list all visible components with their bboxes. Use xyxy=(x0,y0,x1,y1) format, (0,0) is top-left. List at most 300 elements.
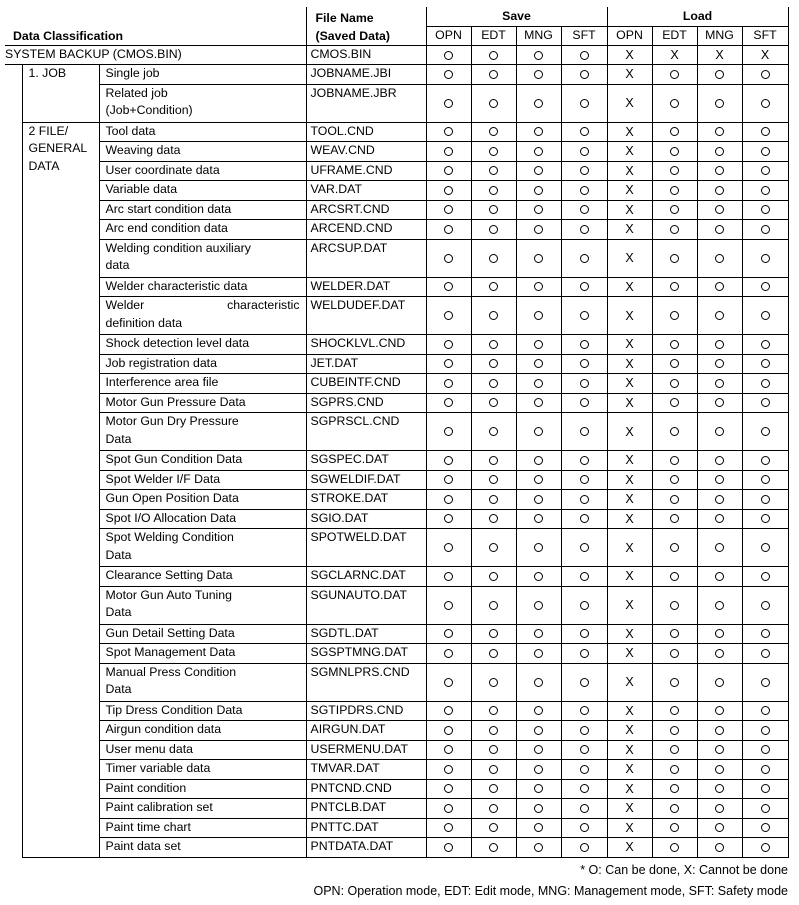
mark-cell xyxy=(471,624,516,644)
can-mark xyxy=(580,70,589,79)
mark-cell xyxy=(561,490,607,510)
mark-cell xyxy=(652,142,697,162)
data-name-text: Clearance Setting Data xyxy=(105,568,233,582)
file-name-cell xyxy=(306,567,426,587)
name-word: Welder xyxy=(105,298,145,312)
cannot-mark: X xyxy=(625,222,634,237)
can-mark xyxy=(761,706,770,715)
mark-cell xyxy=(607,760,652,780)
data-name-cell xyxy=(99,529,306,567)
can-mark xyxy=(580,629,589,638)
table-row xyxy=(5,624,788,644)
mark-cell xyxy=(561,335,607,355)
mark-cell xyxy=(516,529,561,567)
cannot-mark: X xyxy=(625,626,634,641)
table-row xyxy=(5,297,788,335)
can-mark xyxy=(580,99,589,108)
file-name-cell xyxy=(306,644,426,664)
mark-cell xyxy=(516,413,561,451)
mark-cell xyxy=(652,509,697,529)
mark-cell xyxy=(652,122,697,142)
file-name-cell xyxy=(306,529,426,567)
mark-cell xyxy=(561,277,607,297)
mark-cell xyxy=(426,354,471,374)
can-mark xyxy=(670,456,679,465)
mark-cell xyxy=(516,701,561,721)
can-mark xyxy=(444,311,453,320)
can-mark xyxy=(761,629,770,638)
can-mark xyxy=(444,572,453,581)
can-mark xyxy=(715,205,724,214)
data-name-cell xyxy=(99,663,306,701)
mark-cell xyxy=(561,220,607,240)
mark-cell xyxy=(426,297,471,335)
data-name-text: Weaving data xyxy=(105,143,181,157)
table-row xyxy=(5,65,788,85)
can-mark xyxy=(761,514,770,523)
mark-cell xyxy=(652,354,697,374)
table-row xyxy=(5,220,788,240)
can-mark xyxy=(534,843,543,852)
cannot-mark: X xyxy=(625,453,634,468)
cannot-mark: X xyxy=(625,163,634,178)
mark-cell xyxy=(471,760,516,780)
can-mark xyxy=(534,706,543,715)
mark-cell xyxy=(471,586,516,624)
mark-cell xyxy=(652,529,697,567)
file-name-cell xyxy=(306,779,426,799)
can-mark xyxy=(489,514,498,523)
mark-cell xyxy=(516,779,561,799)
can-mark xyxy=(670,427,679,436)
cannot-mark: X xyxy=(625,511,634,526)
can-mark xyxy=(761,495,770,504)
mark-cell xyxy=(607,393,652,413)
can-mark xyxy=(534,99,543,108)
file-name-text: SGMNLPRS.CND xyxy=(310,664,410,679)
can-mark xyxy=(670,70,679,79)
load-label: Load xyxy=(682,8,713,23)
can-mark xyxy=(444,99,453,108)
mark-cell xyxy=(742,701,788,721)
data-name-text: Spot Management Data xyxy=(105,645,236,659)
file-name-text: PNTDATA.DAT xyxy=(310,839,394,853)
can-mark xyxy=(715,843,724,852)
data-name-cell xyxy=(99,297,306,335)
data-classification-label: Data Classification xyxy=(13,28,124,43)
can-mark xyxy=(715,225,724,234)
mark-cell xyxy=(426,413,471,451)
mark-cell xyxy=(697,567,742,587)
can-mark xyxy=(534,225,543,234)
can-mark xyxy=(670,784,679,793)
mark-cell xyxy=(471,142,516,162)
group-label-text: GENERAL xyxy=(28,141,88,155)
mark-cell xyxy=(426,142,471,162)
file-name-cell xyxy=(306,413,426,451)
mark-cell xyxy=(426,451,471,471)
can-mark xyxy=(444,427,453,436)
can-mark xyxy=(444,823,453,832)
mark-cell xyxy=(652,46,697,65)
file-name-text: ARCSRT.CND xyxy=(310,201,390,216)
mark-cell xyxy=(561,760,607,780)
can-mark xyxy=(715,427,724,436)
table-row xyxy=(5,740,788,760)
can-mark xyxy=(670,282,679,291)
file-name-cell xyxy=(306,393,426,413)
can-mark xyxy=(715,765,724,774)
mode-header xyxy=(561,27,607,46)
mark-cell xyxy=(697,760,742,780)
cannot-mark: X xyxy=(625,337,634,352)
mark-cell xyxy=(607,509,652,529)
mark-cell xyxy=(561,644,607,664)
can-mark xyxy=(761,254,770,263)
data-name-cell xyxy=(99,701,306,721)
mark-cell xyxy=(426,567,471,587)
can-mark xyxy=(670,127,679,136)
file-name-text: SGSPTMNG.DAT xyxy=(310,645,408,659)
mark-cell xyxy=(561,663,607,701)
file-name-cell xyxy=(306,142,426,162)
can-mark xyxy=(670,254,679,263)
can-mark xyxy=(580,784,589,793)
group-label xyxy=(22,122,99,857)
mark-cell xyxy=(471,490,516,510)
mark-cell xyxy=(561,84,607,122)
cannot-mark: X xyxy=(715,48,724,62)
can-mark xyxy=(670,765,679,774)
file-name-text: AIRGUN.DAT xyxy=(310,722,386,736)
mark-cell xyxy=(426,374,471,394)
mark-cell xyxy=(697,84,742,122)
can-mark xyxy=(761,843,770,852)
mark-cell xyxy=(561,181,607,201)
can-mark xyxy=(761,147,770,156)
data-name-cell xyxy=(99,220,306,240)
mode-label: EDT xyxy=(481,28,506,43)
mark-cell xyxy=(742,663,788,701)
can-mark xyxy=(761,166,770,175)
mark-cell xyxy=(426,779,471,799)
mark-cell xyxy=(426,740,471,760)
mark-cell xyxy=(652,644,697,664)
file-name-text: PNTCND.CND xyxy=(310,780,392,795)
mark-cell xyxy=(697,470,742,490)
can-mark xyxy=(489,456,498,465)
cannot-mark: X xyxy=(625,124,634,139)
data-name-cell xyxy=(99,779,306,799)
can-mark xyxy=(670,147,679,156)
mark-cell xyxy=(607,470,652,490)
mark-cell xyxy=(516,84,561,122)
can-mark xyxy=(715,99,724,108)
name-line: definition data xyxy=(105,315,183,330)
can-mark xyxy=(670,311,679,320)
mark-cell xyxy=(607,740,652,760)
data-name-cell xyxy=(99,644,306,664)
mark-cell xyxy=(516,65,561,85)
mark-cell xyxy=(561,740,607,760)
mark-cell xyxy=(471,161,516,181)
mark-cell xyxy=(426,65,471,85)
data-name-text: Data xyxy=(105,682,132,696)
data-name-cell xyxy=(99,277,306,297)
mark-cell xyxy=(652,413,697,451)
can-mark xyxy=(489,225,498,234)
mark-cell xyxy=(742,122,788,142)
data-name-text: Gun Open Position Data xyxy=(105,491,239,505)
can-mark xyxy=(444,726,453,735)
can-mark xyxy=(761,784,770,793)
mark-cell xyxy=(742,529,788,567)
can-mark xyxy=(534,543,543,552)
mark-cell xyxy=(471,818,516,838)
can-mark xyxy=(444,784,453,793)
mark-cell xyxy=(471,374,516,394)
data-name-text: Timer variable data xyxy=(105,761,211,775)
mark-cell xyxy=(516,451,561,471)
mark-cell xyxy=(561,65,607,85)
cannot-mark: X xyxy=(625,646,634,661)
mark-cell xyxy=(516,200,561,220)
data-name-cell xyxy=(99,374,306,394)
file-name-text: SGDTL.DAT xyxy=(310,625,379,640)
can-mark xyxy=(761,649,770,658)
file-name-text: STROKE.DAT xyxy=(310,491,389,505)
can-mark xyxy=(580,51,589,60)
cannot-mark: X xyxy=(625,820,634,835)
mark-cell xyxy=(516,490,561,510)
mark-cell xyxy=(697,161,742,181)
file-name-cell xyxy=(306,161,426,181)
can-mark xyxy=(715,514,724,523)
file-name-cell xyxy=(306,701,426,721)
mark-cell xyxy=(561,799,607,819)
can-mark xyxy=(580,843,589,852)
data-name-text: Motor Gun Auto Tuning xyxy=(105,587,232,602)
can-mark xyxy=(715,804,724,813)
cannot-mark: X xyxy=(625,308,634,323)
mode-label: MNG xyxy=(705,28,734,43)
can-mark xyxy=(489,340,498,349)
can-mark xyxy=(444,843,453,852)
mark-cell xyxy=(652,567,697,587)
data-name-text: Airgun condition data xyxy=(105,722,222,736)
mode-header xyxy=(426,27,471,46)
data-name-text: Spot I/O Allocation Data xyxy=(105,510,237,525)
can-mark xyxy=(580,572,589,581)
cannot-mark: X xyxy=(625,762,634,777)
load-header xyxy=(607,7,788,27)
table-row xyxy=(5,374,788,394)
mark-cell xyxy=(426,663,471,701)
mark-cell xyxy=(697,701,742,721)
cannot-mark: X xyxy=(625,183,634,198)
file-name-cell xyxy=(306,122,426,142)
mark-cell xyxy=(607,374,652,394)
data-name-cell xyxy=(99,721,306,741)
mark-cell xyxy=(426,701,471,721)
data-name-text: Spot Welder I/F Data xyxy=(105,471,221,486)
group-label-text: DATA xyxy=(28,158,60,173)
can-mark xyxy=(534,51,543,60)
mark-cell xyxy=(426,586,471,624)
can-mark xyxy=(580,127,589,136)
can-mark xyxy=(534,186,543,195)
mark-cell xyxy=(516,220,561,240)
can-mark xyxy=(489,495,498,504)
file-name-cell xyxy=(306,586,426,624)
mark-cell xyxy=(426,760,471,780)
can-mark xyxy=(580,765,589,774)
can-mark xyxy=(489,629,498,638)
mark-cell xyxy=(516,239,561,277)
can-mark xyxy=(489,311,498,320)
mark-cell xyxy=(516,161,561,181)
table-row xyxy=(5,760,788,780)
can-mark xyxy=(670,649,679,658)
can-mark xyxy=(444,340,453,349)
data-name-text: Motor Gun Pressure Data xyxy=(105,394,246,409)
mark-cell xyxy=(607,239,652,277)
table-row xyxy=(5,239,788,277)
mark-cell xyxy=(607,220,652,240)
can-mark xyxy=(580,475,589,484)
mark-cell xyxy=(516,46,561,65)
mark-cell xyxy=(652,663,697,701)
table-row xyxy=(5,200,788,220)
can-mark xyxy=(489,765,498,774)
mark-cell xyxy=(652,451,697,471)
cannot-mark: X xyxy=(625,279,634,294)
mark-cell xyxy=(471,663,516,701)
cannot-mark: X xyxy=(625,675,634,689)
can-mark xyxy=(670,398,679,407)
mark-cell xyxy=(607,200,652,220)
table-row xyxy=(5,490,788,510)
mark-cell xyxy=(426,122,471,142)
can-mark xyxy=(670,166,679,175)
table-row xyxy=(5,354,788,374)
can-mark xyxy=(761,823,770,832)
data-name-text: Manual Press Condition xyxy=(105,664,237,679)
file-name-text: SPOTWELD.DAT xyxy=(310,530,407,544)
cannot-mark: X xyxy=(625,251,634,265)
mark-cell xyxy=(697,181,742,201)
mark-cell xyxy=(742,220,788,240)
mark-cell xyxy=(742,239,788,277)
mark-cell xyxy=(742,335,788,355)
file-name-text: CMOS.BIN xyxy=(310,47,372,61)
cannot-mark: X xyxy=(625,703,634,718)
data-name-cell xyxy=(99,65,306,85)
can-mark xyxy=(534,205,543,214)
can-mark xyxy=(534,629,543,638)
can-mark xyxy=(444,147,453,156)
table-row xyxy=(5,779,788,799)
can-mark xyxy=(715,359,724,368)
mark-cell xyxy=(516,740,561,760)
mark-cell xyxy=(607,490,652,510)
mark-cell xyxy=(426,239,471,277)
mark-cell xyxy=(652,239,697,277)
mark-cell xyxy=(697,65,742,85)
can-mark xyxy=(534,147,543,156)
file-name-text: PNTCLB.DAT xyxy=(310,800,387,814)
cannot-mark: X xyxy=(625,840,634,855)
mark-cell xyxy=(697,624,742,644)
can-mark xyxy=(489,726,498,735)
can-mark xyxy=(670,629,679,638)
can-mark xyxy=(489,99,498,108)
can-mark xyxy=(715,475,724,484)
can-mark xyxy=(444,127,453,136)
data-name-text: Spot Welding Condition xyxy=(105,530,234,544)
can-mark xyxy=(670,225,679,234)
cannot-mark: X xyxy=(625,395,634,410)
name-line xyxy=(106,297,306,315)
mark-cell xyxy=(652,335,697,355)
can-mark xyxy=(761,572,770,581)
data-name-text: Arc end condition data xyxy=(105,221,228,235)
mark-cell xyxy=(697,335,742,355)
mark-cell xyxy=(471,277,516,297)
mode-header xyxy=(652,27,697,46)
can-mark xyxy=(489,706,498,715)
mark-cell xyxy=(742,451,788,471)
can-mark xyxy=(580,495,589,504)
table-row xyxy=(5,122,788,142)
mark-cell xyxy=(607,663,652,701)
data-name-text: Single job xyxy=(105,66,160,80)
can-mark xyxy=(580,311,589,320)
can-mark xyxy=(715,601,724,610)
can-mark xyxy=(580,823,589,832)
can-mark xyxy=(670,475,679,484)
can-mark xyxy=(670,726,679,735)
cannot-mark: X xyxy=(625,96,634,110)
file-name-text: WELDER.DAT xyxy=(310,278,391,293)
mark-cell xyxy=(742,277,788,297)
mark-cell xyxy=(652,818,697,838)
data-name-cell xyxy=(99,239,306,277)
mark-cell xyxy=(516,470,561,490)
mark-cell xyxy=(516,181,561,201)
mark-cell xyxy=(561,624,607,644)
mark-cell xyxy=(516,644,561,664)
indent-cell xyxy=(5,65,22,858)
mode-label: SFT xyxy=(572,28,596,43)
can-mark xyxy=(580,359,589,368)
file-name-text: SGSPEC.DAT xyxy=(310,452,389,466)
cannot-mark: X xyxy=(625,144,634,159)
file-name-text: WELDUDEF.DAT xyxy=(310,298,406,312)
can-mark xyxy=(761,340,770,349)
can-mark xyxy=(670,205,679,214)
can-mark xyxy=(534,70,543,79)
file-name-text: TMVAR.DAT xyxy=(310,761,380,775)
mark-cell xyxy=(426,509,471,529)
file-name-text: JET.DAT xyxy=(310,355,359,370)
data-name-text: Data xyxy=(105,547,132,562)
file-name-text: TOOL.CND xyxy=(310,123,374,138)
mark-cell xyxy=(426,220,471,240)
mark-cell xyxy=(607,142,652,162)
mark-cell xyxy=(607,65,652,85)
mark-cell xyxy=(742,181,788,201)
